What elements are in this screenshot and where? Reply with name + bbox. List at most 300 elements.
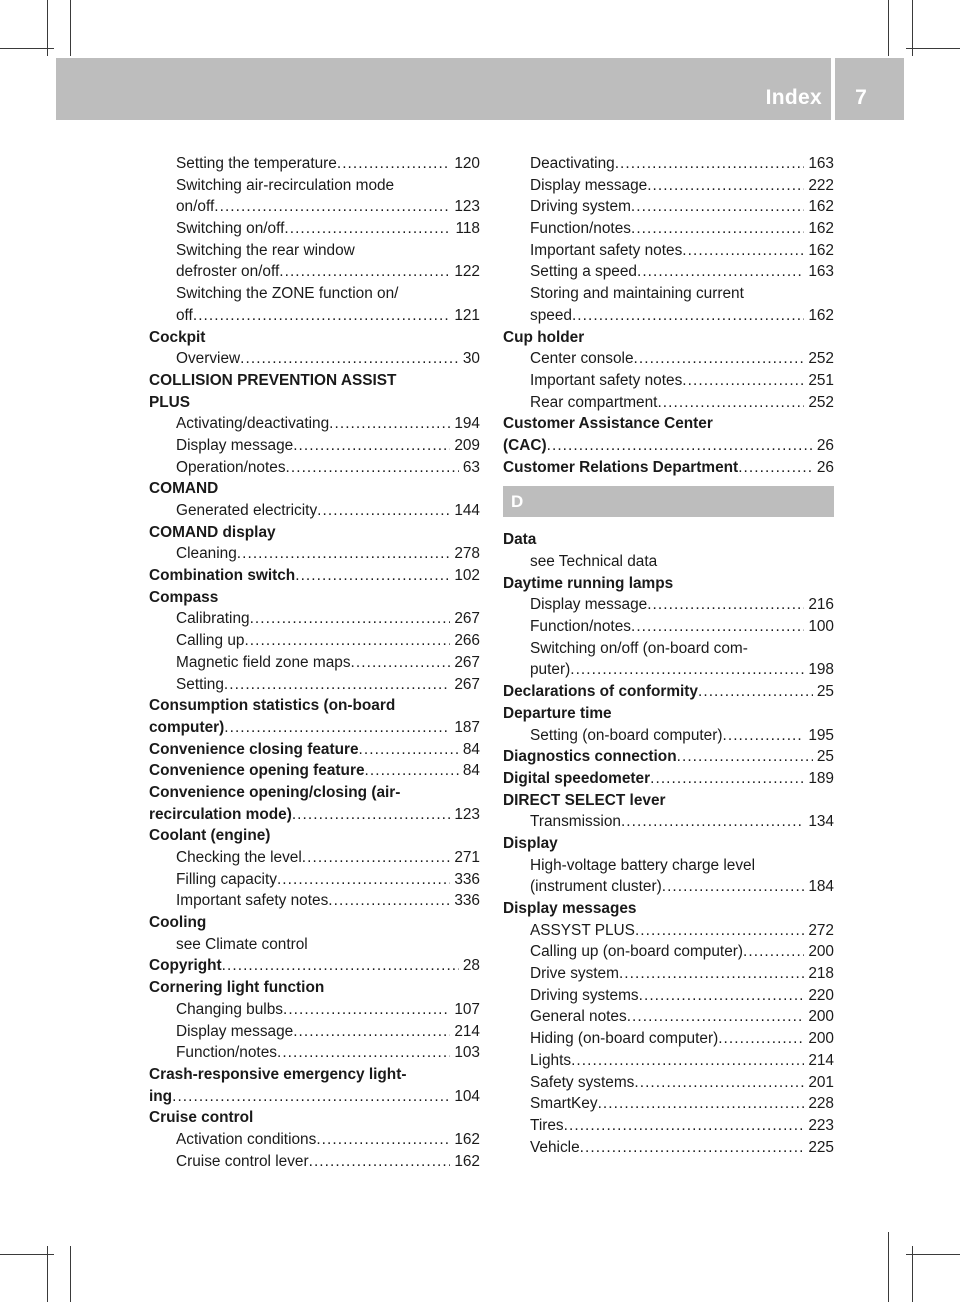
index-entry	[503, 768, 834, 790]
page-ref: 266	[454, 632, 480, 650]
leader-dots	[738, 457, 813, 479]
leader-dots	[650, 768, 804, 790]
index-subentry	[149, 608, 480, 630]
page-ref: 134	[808, 813, 834, 831]
index-entry	[149, 912, 480, 934]
page-ref: 225	[808, 1138, 834, 1156]
entry-text: Rear compartment	[530, 393, 658, 411]
entry-text: Digital speedometer	[503, 769, 651, 787]
page-ref: 103	[454, 1044, 480, 1062]
entry-text: ing	[149, 1087, 173, 1105]
index-entry	[149, 804, 480, 826]
entry-text: Crash-responsive emergency light-	[149, 1065, 407, 1083]
index-subentry	[149, 457, 480, 479]
index-subentry	[149, 934, 480, 956]
entry-text: Important safety notes	[530, 371, 683, 389]
index-subentry	[149, 630, 480, 652]
leader-dots	[292, 804, 450, 826]
index-entry	[149, 717, 480, 739]
index-entry	[149, 1107, 480, 1129]
entry-text: High-voltage battery charge level	[530, 856, 755, 874]
page-ref: 200	[808, 943, 834, 961]
page-ref: 122	[454, 263, 480, 281]
entry-text: (instrument cluster)	[530, 878, 662, 896]
index-entry	[149, 522, 480, 544]
index-subentry	[503, 1006, 834, 1028]
index-subentry	[149, 1021, 480, 1043]
leader-dots	[286, 457, 459, 479]
page-ref: 84	[462, 762, 480, 780]
entry-text: Cooling	[149, 914, 207, 932]
entry-text: Switching the ZONE function on/	[176, 285, 399, 303]
leader-dots	[677, 746, 813, 768]
entry-text: Changing bulbs	[176, 1000, 283, 1018]
leader-dots	[682, 370, 804, 392]
leader-dots	[631, 616, 804, 638]
index-subentry	[503, 196, 834, 218]
leader-dots	[365, 760, 459, 782]
leader-dots	[316, 1129, 450, 1151]
leader-dots	[743, 941, 804, 963]
index-entry	[149, 760, 480, 782]
page-ref: 267	[454, 675, 480, 693]
leader-dots	[317, 500, 450, 522]
header-divider	[831, 58, 835, 120]
entry-text: Convenience opening/closing (air-	[149, 783, 401, 801]
page-ref: 195	[808, 726, 834, 744]
index-entry	[503, 833, 834, 855]
page-ref: 102	[454, 567, 480, 585]
page-ref: 26	[816, 458, 834, 476]
page-ref: 336	[454, 892, 480, 910]
page-ref: 84	[462, 740, 480, 758]
entry-text: Setting a speed	[530, 263, 637, 281]
leader-dots	[279, 261, 450, 283]
index-column-right	[503, 153, 834, 1158]
index-entry	[503, 790, 834, 812]
entry-text: Convenience closing feature	[149, 740, 359, 758]
entry-text: Switching on/off (on-board com-	[530, 639, 748, 657]
page-ref: 120	[454, 155, 480, 172]
entry-text: Switching air-recirculation mode	[176, 176, 395, 194]
entry-text: Consumption statistics (on-board	[149, 697, 396, 715]
index-entry	[149, 955, 480, 977]
leader-dots	[293, 435, 450, 457]
index-subentry	[503, 725, 834, 747]
index-subentry	[503, 855, 834, 877]
entry-text: Storing and maintaining current	[530, 285, 744, 303]
page-ref: 272	[808, 921, 834, 939]
entry-text: Cup holder	[503, 328, 585, 346]
index-subentry	[503, 985, 834, 1007]
entry-text: Function/notes	[176, 1044, 277, 1062]
index-entry	[149, 825, 480, 847]
index-entry	[149, 1086, 480, 1108]
index-subentry	[149, 153, 480, 175]
entry-text: Checking the level	[176, 849, 302, 866]
page-ref: 200	[808, 1008, 834, 1026]
page-ref: 121	[454, 306, 480, 324]
page-ref: 144	[454, 502, 480, 519]
entry-text: ASSYST PLUS	[530, 921, 635, 939]
leader-dots	[293, 1021, 450, 1043]
leader-dots	[214, 196, 450, 218]
entry-text: COMAND	[149, 480, 219, 498]
entry-text: defroster on/off	[176, 263, 280, 281]
index-subentry	[503, 1050, 834, 1072]
leader-dots	[237, 543, 451, 565]
leader-dots	[580, 1137, 805, 1159]
page-ref: 252	[808, 393, 834, 411]
leader-dots	[309, 1151, 451, 1173]
index-subentry	[149, 1129, 480, 1151]
index-entry	[503, 413, 834, 435]
entry-text: Function/notes	[530, 220, 631, 238]
crop-mark	[47, 1246, 48, 1302]
entry-text: Departure time	[503, 704, 612, 722]
entry-text: (CAC)	[503, 436, 547, 454]
crop-mark	[0, 48, 54, 49]
page-ref: 63	[462, 458, 480, 476]
index-entry	[503, 703, 834, 725]
index-subentry	[503, 1028, 834, 1050]
crop-mark	[888, 1232, 889, 1302]
page-ref: 184	[808, 878, 834, 896]
entry-text: Setting the temperature	[176, 155, 337, 172]
leader-dots	[698, 681, 813, 703]
entry-text: Cockpit	[149, 328, 206, 346]
entry-text: Important safety notes	[176, 892, 329, 910]
entry-text: puter)	[530, 661, 571, 679]
index-subentry	[503, 616, 834, 638]
index-subentry	[149, 674, 480, 696]
page-ref: 118	[455, 220, 480, 238]
crop-mark	[912, 1246, 913, 1302]
entry-text: Compass	[149, 588, 219, 606]
leader-dots	[598, 1093, 805, 1115]
index-entry	[149, 370, 480, 392]
entry-text: Display messages	[503, 900, 637, 917]
index-subentry	[503, 594, 834, 616]
entry-text: Display message	[176, 436, 294, 454]
index-subentry	[149, 652, 480, 674]
leader-dots	[277, 1042, 450, 1064]
entry-text: Calibrating	[176, 610, 250, 628]
index-subentry	[503, 392, 834, 414]
entry-text: Copyright	[149, 957, 222, 975]
index-subentry	[149, 890, 480, 912]
page-title: Index	[765, 86, 822, 109]
index-subentry	[503, 175, 834, 197]
page-ref: 162	[454, 1152, 480, 1170]
leader-dots	[619, 963, 804, 985]
entry-text: Switching on/off	[176, 220, 285, 238]
index-subentry	[503, 283, 834, 305]
entry-text: PLUS	[149, 393, 191, 411]
leader-dots	[662, 876, 805, 898]
entry-text: General notes	[530, 1008, 627, 1026]
entry-text: Calling up (on-board computer)	[530, 943, 744, 961]
leader-dots	[718, 1028, 804, 1050]
index-entry	[503, 746, 834, 768]
entry-text: Cornering light function	[149, 979, 325, 997]
entry-text: Setting (on-board computer)	[530, 726, 723, 744]
index-entry	[503, 435, 834, 457]
page-ref: 214	[808, 1051, 834, 1069]
index-entry	[503, 573, 834, 595]
entry-text: Daytime running lamps	[503, 574, 674, 592]
entry-text: Customer Relations Department	[503, 458, 739, 476]
leader-dots	[564, 1115, 805, 1137]
leader-dots	[570, 659, 804, 681]
index-subentry	[503, 153, 834, 175]
index-subentry	[503, 811, 834, 833]
entry-text: Calling up	[176, 632, 245, 650]
page-ref: 201	[808, 1073, 834, 1091]
index-subentry	[149, 869, 480, 891]
entry-text: off	[176, 306, 193, 324]
entry-text: Declarations of conformity	[503, 683, 698, 701]
leader-dots	[224, 674, 450, 696]
entry-text: Generated electricity	[176, 502, 318, 519]
page-ref: 214	[454, 1022, 480, 1040]
entry-text: SmartKey	[530, 1095, 598, 1113]
leader-dots	[284, 218, 451, 240]
page-ref: 123	[454, 805, 480, 823]
entry-text: Important safety notes	[530, 241, 683, 259]
page-number: 7	[855, 86, 867, 109]
page-ref: 100	[808, 618, 834, 636]
index-subentry	[503, 638, 834, 660]
index-entry	[149, 1064, 480, 1086]
index-subentry	[503, 659, 834, 681]
entry-text: Driving systems	[530, 986, 639, 1004]
index-entry	[149, 478, 480, 500]
leader-dots	[329, 413, 450, 435]
page-ref: 198	[808, 661, 834, 679]
index-subentry	[503, 551, 834, 573]
index-entry	[149, 392, 480, 414]
index-subentry	[149, 196, 480, 218]
page-ref: 223	[808, 1116, 834, 1134]
leader-dots	[547, 435, 813, 457]
entry-text: Magnetic field zone maps	[176, 653, 351, 671]
index-subentry	[503, 218, 834, 240]
entry-text: Deactivating	[530, 155, 615, 172]
entry-text: Driving system	[530, 198, 631, 216]
leader-dots	[647, 594, 804, 616]
entry-text: recirculation mode)	[149, 805, 292, 823]
page-ref: 25	[816, 748, 834, 766]
page-ref: 162	[454, 1130, 480, 1148]
leader-dots	[647, 175, 804, 197]
page-ref: 252	[808, 350, 834, 368]
crop-mark	[47, 0, 48, 56]
entry-text: Tires	[530, 1116, 564, 1134]
crop-mark	[888, 0, 889, 56]
index-subentry	[503, 305, 834, 327]
leader-dots	[283, 999, 450, 1021]
entry-text: Lights	[530, 1051, 572, 1069]
entry-text: COLLISION PREVENTION ASSIST	[149, 371, 397, 389]
leader-dots	[222, 955, 459, 977]
page-ref: 26	[816, 436, 834, 454]
entry-text: Filling capacity	[176, 870, 277, 888]
leader-dots	[682, 240, 804, 262]
page-ref: 163	[808, 155, 834, 172]
index-subentry	[503, 1072, 834, 1094]
page-ref: 267	[454, 610, 480, 628]
entry-text: Vehicle	[530, 1138, 580, 1156]
page-ref: 278	[454, 545, 480, 563]
leader-dots	[615, 153, 805, 175]
leader-dots	[631, 196, 804, 218]
leader-dots	[627, 1006, 805, 1028]
entry-text: Diagnostics connection	[503, 748, 677, 766]
entry-text: computer)	[149, 718, 225, 736]
index-entry	[503, 529, 834, 551]
page-ref: 222	[808, 176, 834, 194]
entry-text: Function/notes	[530, 618, 631, 636]
page-ref: 251	[808, 371, 834, 389]
entry-text: Display message	[176, 1022, 294, 1040]
crop-mark	[912, 0, 913, 56]
index-subentry	[503, 1137, 834, 1159]
leader-dots	[637, 261, 804, 283]
entry-text: Drive system	[530, 965, 619, 983]
index-subentry	[149, 218, 480, 240]
section-letter: D	[511, 491, 524, 511]
page-ref: 220	[808, 986, 834, 1004]
leader-dots	[351, 652, 451, 674]
entry-text: Cleaning	[176, 545, 237, 563]
index-subentry	[503, 920, 834, 942]
entry-text: Display message	[530, 176, 648, 194]
leader-dots	[722, 725, 804, 747]
index-entry	[503, 898, 834, 920]
leader-dots	[337, 153, 450, 175]
entry-text: Setting	[176, 675, 224, 693]
entry-text: COMAND display	[149, 523, 276, 541]
index-subentry	[503, 240, 834, 262]
page-ref: 162	[808, 241, 834, 259]
entry-text: Convenience opening feature	[149, 762, 365, 780]
index-subentry	[149, 847, 480, 869]
page-ref: 163	[808, 263, 834, 281]
page-ref: 189	[808, 769, 834, 787]
leader-dots	[634, 1072, 804, 1094]
index-subentry	[149, 283, 480, 305]
page-ref: 200	[808, 1030, 834, 1048]
entry-text: Display message	[530, 596, 648, 614]
index-entry	[503, 327, 834, 349]
entry-text: see Technical data	[530, 553, 658, 570]
entry-text: speed	[530, 306, 572, 324]
page-ref: 228	[808, 1095, 834, 1113]
page-ref: 162	[808, 220, 834, 238]
index-entry	[149, 565, 480, 587]
crop-mark	[906, 1254, 960, 1255]
index-entry	[149, 782, 480, 804]
entry-text: Safety systems	[530, 1073, 635, 1091]
entry-text: see Climate control	[176, 935, 308, 953]
leader-dots	[571, 1050, 804, 1072]
entry-text: Combination switch	[149, 567, 296, 585]
index-entries-c-continued	[503, 153, 834, 478]
leader-dots	[631, 218, 804, 240]
entry-text: Overview	[176, 350, 241, 368]
page-ref: 218	[808, 965, 834, 983]
leader-dots	[621, 811, 804, 833]
leader-dots	[172, 1086, 450, 1108]
leader-dots	[328, 890, 450, 912]
leader-dots	[302, 847, 451, 869]
index-subentry	[149, 261, 480, 283]
index-subentry	[503, 941, 834, 963]
crop-mark	[0, 1254, 54, 1255]
entry-text: Center console	[530, 350, 634, 368]
index-subentry	[149, 305, 480, 327]
index-subentry	[503, 963, 834, 985]
page-ref: 123	[454, 198, 480, 216]
leader-dots	[634, 348, 805, 370]
index-entry	[149, 695, 480, 717]
entry-text: Activating/deactivating	[176, 415, 330, 433]
page-ref: 336	[454, 870, 480, 888]
entry-text: Cruise control lever	[176, 1152, 309, 1170]
index-subentry	[149, 240, 480, 262]
entry-text: Hiding (on-board computer)	[530, 1030, 719, 1048]
entry-text: DIRECT SELECT lever	[503, 791, 666, 809]
index-subentry	[503, 370, 834, 392]
page-ref: 162	[808, 198, 834, 216]
leader-dots	[250, 608, 451, 630]
index-entry	[149, 739, 480, 761]
entry-text: Transmission	[530, 813, 621, 831]
index-subentry	[503, 261, 834, 283]
index-entry	[149, 587, 480, 609]
index-subentry	[149, 413, 480, 435]
entry-text: Cruise control	[149, 1109, 254, 1127]
leader-dots	[657, 392, 804, 414]
section-header-d	[503, 486, 834, 517]
index-column-left	[149, 153, 480, 1172]
leader-dots	[572, 305, 804, 327]
entry-text: Switching the rear window	[176, 241, 355, 259]
leader-dots	[639, 985, 805, 1007]
leader-dots	[635, 920, 804, 942]
leader-dots	[240, 348, 459, 370]
page-ref: 271	[454, 849, 480, 866]
page-ref: 267	[454, 653, 480, 671]
page-ref: 216	[808, 596, 834, 614]
index-subentry	[149, 999, 480, 1021]
index-subentry	[503, 1115, 834, 1137]
page-ref: 194	[454, 415, 480, 433]
page-ref: 209	[454, 436, 480, 454]
entry-text: Operation/notes	[176, 458, 286, 476]
leader-dots	[359, 739, 459, 761]
entry-text: Coolant (engine)	[149, 827, 271, 845]
index-subentry	[503, 1093, 834, 1115]
page-ref: 30	[462, 350, 480, 368]
leader-dots	[224, 717, 450, 739]
entry-text: Activation conditions	[176, 1130, 317, 1148]
index-entries-d	[503, 529, 834, 1158]
page-ref: 28	[462, 957, 480, 975]
index-subentry	[503, 348, 834, 370]
crop-mark	[70, 0, 71, 56]
